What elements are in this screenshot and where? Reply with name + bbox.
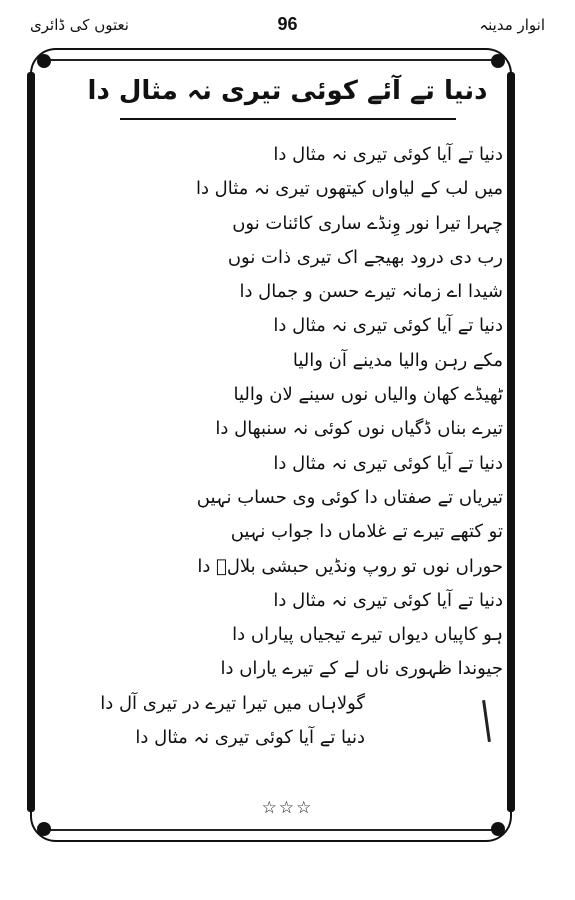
poem-line: تیریاں تے صفتاں دا کوئی وی حساب نہیں (196, 486, 503, 508)
poem-line: دنیا تے آیا کوئی تیری نہ مثال دا (273, 589, 503, 611)
poem-line: میں لب کے لیاواں کیتھوں تیری نہ مثال دا (195, 178, 503, 200)
title-underline (120, 118, 456, 120)
frame-corner-ornament (491, 822, 505, 836)
section-title: نعتوں کی ڈائری (30, 16, 129, 34)
end-stars: ☆☆☆ (261, 798, 314, 818)
poem-line: دنیا تے آیا کوئی تیری نہ مثال دا (273, 315, 503, 337)
poem-line: دنیا تے آیا کوئی تیری نہ مثال دا (135, 727, 365, 749)
frame-left-bar (27, 72, 35, 812)
frame-corner-ornament (37, 822, 51, 836)
poem-line: چہرا تیرا نور وِنڈے ساری کائنات نوں (232, 212, 503, 234)
page-header (30, 14, 545, 40)
poem-title: دنیا تے آئے کوئی تیری نہ مثال دا (87, 76, 488, 106)
poem-line: تو کتھے تیرے تے غلاماں دا جواب نہیں (230, 521, 503, 543)
poem-line: تیرے بناں ڈگیاں نوں کوئی نہ سنبھال دا (215, 418, 503, 440)
frame-corner-ornament (37, 54, 51, 68)
poem-line: حوراں نوں تو روپ ونڈیں حبشی بلالؓ دا (197, 555, 503, 577)
frame-bottom-rule (46, 829, 496, 831)
poem-line: دنیا تے آیا کوئی تیری نہ مثال دا (273, 452, 503, 474)
poem-line: دنیا تے آیا کوئی تیری نہ مثال دا (273, 144, 503, 165)
poem-line: شیدا اے زمانہ تیرے حسن و جمال دا (239, 281, 503, 303)
poem-line: گولاہاں میں تیرا تیرے در تیری آل دا (100, 692, 365, 714)
poem-line: مکے رہن والیا مدینے آن والیا (292, 349, 503, 371)
poem-line: جیوندا ظہوری ناں لے کے تیرے یاراں دا (220, 658, 503, 680)
frame-right-bar (507, 72, 515, 812)
page-number: 96 (277, 14, 298, 34)
frame-corner-ornament (491, 54, 505, 68)
poem-line: ہو کاپیاں دیواں تیرے تیجیاں پیاراں دا (232, 624, 503, 646)
poem-line: ٹھیڈے کھان والیاں نوں سینے لان والیا (233, 384, 503, 406)
frame-top-rule (46, 59, 496, 61)
book-title: انوار مدینہ (479, 16, 545, 34)
poem-body (36, 138, 503, 755)
poem-line: رب دی درود بھیجے اک تیری ذات نوں (227, 246, 503, 268)
